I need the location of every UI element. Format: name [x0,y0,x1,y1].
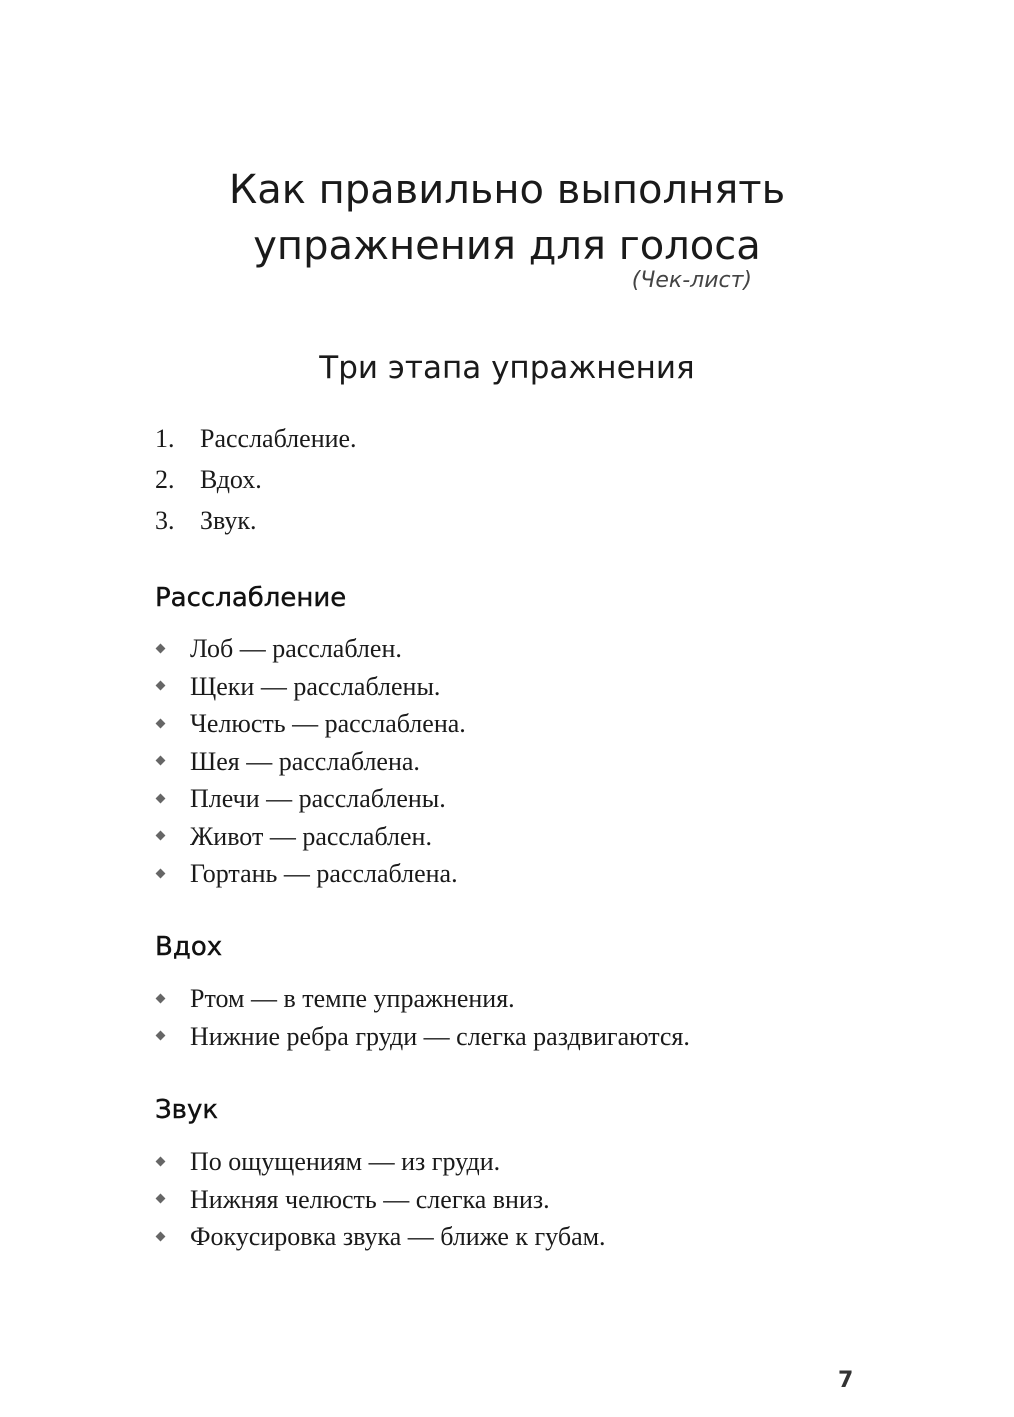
list-item [155,818,466,856]
list-item-text: Плечи — расслаблены. [190,784,446,813]
list-item [155,1218,606,1256]
diamond-bullet-icon [156,718,166,728]
list-item-text: Лоб — расслаблен. [190,634,402,663]
list-item-text: Гортань — расслаблена. [190,859,458,888]
list-item-text: Нижние ребра груди — слегка раздвигаются. [190,1021,690,1051]
list-item-number: 2. [155,465,175,494]
list-item [155,1181,606,1219]
list-item-text: Челюсть — расслаблена. [190,709,466,738]
title-line-1: Как правильно выполнять [228,167,786,213]
list-item-number: 3. [155,506,175,535]
title-line-2: упражнения для голоса [253,223,761,269]
list-item [155,630,466,668]
list-item [155,668,466,706]
list-item-text: Фокусировка звука — ближе к губам. [190,1222,606,1251]
section-heading-relaxation: Расслабление [155,583,347,613]
list-item [155,743,466,781]
list-item [155,1143,606,1181]
list-item-text: Нижняя челюсть — слегка вниз. [190,1184,550,1214]
list-item [155,855,466,893]
diamond-bullet-icon [156,756,166,766]
list-item [155,418,357,459]
list-item-text: Вдох. [200,465,262,494]
list-item-text: Живот — расслаблен. [190,821,432,851]
list-item-number: 1. [155,424,175,453]
list-item [155,1018,690,1056]
list-item [155,705,466,743]
diamond-bullet-icon [156,1156,166,1166]
list-item [155,459,357,500]
list-item-text: Шея — расслаблена. [190,746,420,776]
list-item-text: Щеки — расслаблены. [190,671,441,701]
diamond-bullet-icon [156,1194,166,1204]
page-number: 7 [838,1368,854,1393]
section-heading-sound: Звук [155,1095,219,1125]
diamond-bullet-icon [156,993,166,1003]
list-item [155,980,690,1018]
page-subtitle: (Чек-лист) [631,268,752,293]
page-title [0,162,1014,274]
list-item-text: Расслабление. [200,424,357,453]
stages-list [155,418,357,541]
diamond-bullet-icon [156,1031,166,1041]
relaxation-list [155,630,466,893]
diamond-bullet-icon [156,793,166,803]
diamond-bullet-icon [156,1231,166,1241]
diamond-bullet-icon [156,868,166,878]
list-item [155,780,466,818]
list-item-text: Звук. [200,506,257,535]
diamond-bullet-icon [156,831,166,841]
list-item [155,500,357,541]
sound-list [155,1143,606,1256]
diamond-bullet-icon [156,681,166,691]
stages-heading: Три этапа упражнения [319,350,695,386]
list-item-text: Ртом — в темпе упражнения. [190,984,515,1013]
diamond-bullet-icon [156,643,166,653]
section-heading-inhale: Вдох [155,932,223,962]
list-item-text: По ощущениям — из груди. [190,1147,501,1176]
inhale-list [155,980,690,1055]
